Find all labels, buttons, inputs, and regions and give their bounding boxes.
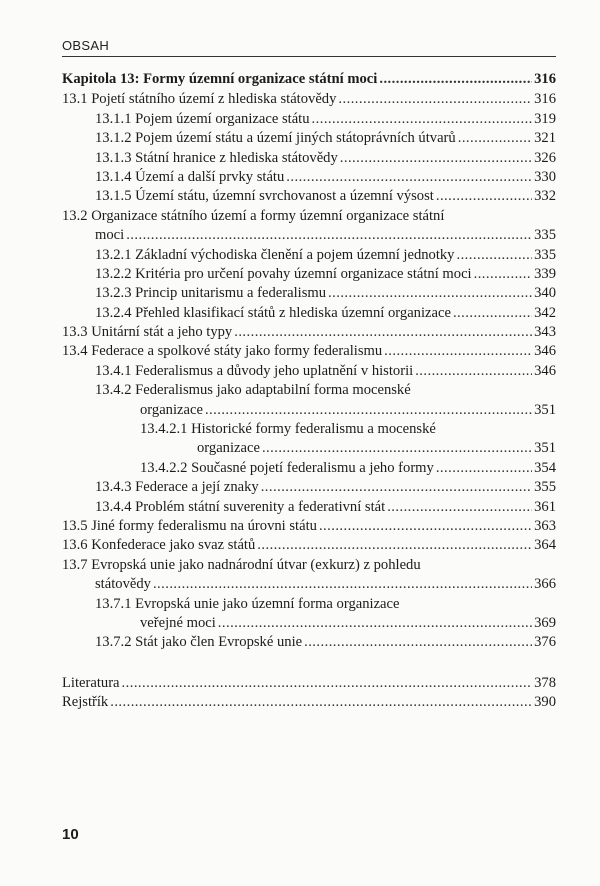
toc-entry-title: 13.4.4 Problém státní suverenity a federativní stát <box>95 498 386 515</box>
toc-entry-page: 321 <box>534 130 556 147</box>
leader-dots <box>319 517 532 536</box>
leader-dots <box>218 614 532 633</box>
toc-entry-literatura <box>62 674 556 693</box>
toc-entry-title: 13.1.4 Území a další prvky státu <box>95 168 285 185</box>
toc-entry-13-2-2 <box>62 265 556 284</box>
toc-entry-page: 335 <box>534 246 556 263</box>
toc-entry-page: 319 <box>534 110 556 127</box>
leader-dots <box>205 401 532 420</box>
leader-dots <box>262 439 532 458</box>
toc-entry-title: 13.6 Konfederace jako svaz států <box>62 537 256 554</box>
toc-entry-13-4-2-line2 <box>62 401 556 420</box>
toc-entry-page: 340 <box>534 285 556 302</box>
leader-dots <box>328 284 532 303</box>
toc-entry-page: 326 <box>534 149 556 166</box>
leader-dots <box>474 265 533 284</box>
table-of-contents <box>62 70 556 713</box>
toc-entry-page: 332 <box>534 188 556 205</box>
toc-entry-title: 13.2.3 Princip unitarismu a federalismu <box>95 285 327 302</box>
leader-dots <box>304 633 532 652</box>
toc-entry-13-4-4 <box>62 498 556 517</box>
toc-entry-page: 342 <box>534 304 556 321</box>
header-rule <box>62 56 556 57</box>
toc-entry-title: 13.1.3 Státní hranice z hlediska státovědy <box>95 149 338 166</box>
toc-entry-title: 13.4.2.2 Současné pojetí federalismu a jeho formy <box>140 459 434 476</box>
leader-dots <box>234 323 532 342</box>
toc-entry-title: 13.7.2 Stát jako člen Evropské unie <box>95 634 303 651</box>
toc-entry-13-4-1 <box>62 362 556 381</box>
running-header: OBSAH <box>62 38 110 53</box>
toc-entry-title: 13.4.2 Federalismus jako adaptabilní forma mocenské <box>95 382 411 399</box>
leader-dots <box>453 304 532 323</box>
toc-entry-page: 366 <box>534 576 556 593</box>
toc-entry-13-7-line1 <box>62 556 556 575</box>
toc-entry-13-4-2-1-line2 <box>62 439 556 458</box>
leader-dots <box>312 110 533 129</box>
toc-entry-page: 335 <box>534 227 556 244</box>
toc-entry-13-7-1-line1 <box>62 595 556 614</box>
toc-entry-13-1-5 <box>62 187 556 206</box>
toc-entry-title: 13.3 Unitární stát a jeho typy <box>62 324 233 341</box>
toc-entry-title-continued: organizace <box>197 440 260 457</box>
toc-entry-13-1-3 <box>62 149 556 168</box>
toc-entry-page: 378 <box>534 674 556 691</box>
toc-entry-title: 13.4 Federace a spolkové státy jako formy federalismu <box>62 343 383 360</box>
leader-dots <box>122 674 533 693</box>
leader-dots <box>261 478 532 497</box>
toc-entry-title: 13.7 Evropská unie jako nadnárodní útvar (exkurz) z pohledu <box>62 556 421 573</box>
toc-entry-13-4-2-line1 <box>62 381 556 400</box>
toc-entry-page: 316 <box>534 71 556 87</box>
toc-entry-13-1-4 <box>62 168 556 187</box>
toc-entry-13-4-2-2 <box>62 459 556 478</box>
toc-entry-13-1-2 <box>62 129 556 148</box>
toc-entry-page: 361 <box>534 498 556 515</box>
toc-entry-page: 343 <box>534 324 556 341</box>
toc-entry-page: 346 <box>534 362 556 379</box>
leader-dots <box>153 575 532 594</box>
leader-dots <box>379 70 532 89</box>
toc-entry-13-6 <box>62 536 556 555</box>
toc-entry-title: 13.4.3 Federace a její znaky <box>95 479 259 496</box>
toc-entry-title: 13.1.2 Pojem území státu a území jiných státoprávních útvarů <box>95 130 456 147</box>
toc-entry-title-continued: organizace <box>140 401 203 418</box>
toc-entry-13-1-1 <box>62 110 556 129</box>
leader-dots <box>338 90 532 109</box>
toc-entry-title: 13.7.1 Evropská unie jako územní forma organizace <box>95 595 400 612</box>
toc-entry-13-3 <box>62 323 556 342</box>
toc-entry-title-continued: veřejné moci <box>140 614 216 631</box>
toc-entry-page: 364 <box>534 537 556 554</box>
toc-entry-rejstrik <box>62 693 556 712</box>
toc-entry-title: Kapitola 13: Formy územní organizace státní moci <box>62 71 378 87</box>
toc-entry-page: 355 <box>534 479 556 496</box>
toc-entry-title: 13.5 Jiné formy federalismu na úrovni státu <box>62 517 317 534</box>
toc-entry-13-2-line1 <box>62 207 556 226</box>
toc-entry-page: 351 <box>534 401 556 418</box>
toc-entry-title: 13.2.1 Základní východiska členění a pojem územní jednotky <box>95 246 455 263</box>
toc-entry-13-2-line2 <box>62 226 556 245</box>
toc-entry-title-continued: státovědy <box>95 576 151 593</box>
toc-entry-13-7-2 <box>62 633 556 652</box>
toc-entry-13-4-3 <box>62 478 556 497</box>
toc-entry-page: 376 <box>534 634 556 651</box>
toc-entry-page: 363 <box>534 517 556 534</box>
toc-entry-title: Literatura <box>62 674 120 691</box>
toc-entry-title: 13.1.5 Území státu, územní svrchovanost a územní výsost <box>95 188 434 205</box>
toc-chapter-13 <box>62 70 556 89</box>
toc-entry-page: 316 <box>534 91 556 108</box>
toc-entry-page: 390 <box>534 694 556 711</box>
toc-entry-13-4 <box>62 342 556 361</box>
toc-entry-13-2-3 <box>62 284 556 303</box>
toc-entry-page: 346 <box>534 343 556 360</box>
leader-dots <box>436 459 532 478</box>
toc-entry-page: 330 <box>534 168 556 185</box>
leader-dots <box>458 129 532 148</box>
leader-dots <box>286 168 532 187</box>
leader-dots <box>415 362 532 381</box>
leader-dots <box>436 187 532 206</box>
toc-entry-title: 13.2 Organizace státního území a formy územní organizace státní <box>62 207 445 224</box>
leader-dots <box>384 342 532 361</box>
leader-dots <box>456 246 532 265</box>
leader-dots <box>340 149 532 168</box>
toc-entry-13-2-1 <box>62 246 556 265</box>
toc-entry-13-7-1-line2 <box>62 614 556 633</box>
toc-entry-page: 369 <box>534 614 556 631</box>
toc-entry-title-continued: moci <box>95 227 125 244</box>
toc-entry-title: 13.4.1 Federalismus a důvody jeho uplatnění v historii <box>95 362 414 379</box>
toc-entry-title: Rejstřík <box>62 694 109 711</box>
toc-entry-13-5 <box>62 517 556 536</box>
section-spacer <box>62 653 556 674</box>
toc-entry-page: 351 <box>534 440 556 457</box>
leader-dots <box>387 498 532 517</box>
toc-entry-title: 13.4.2.1 Historické formy federalismu a mocenské <box>140 421 436 438</box>
toc-entry-title: 13.1 Pojetí státního území z hlediska státovědy <box>62 91 337 108</box>
toc-entry-page: 339 <box>534 265 556 282</box>
toc-entry-title: 13.2.2 Kritéria pro určení povahy územní organizace státní moci <box>95 265 472 282</box>
toc-entry-13-1 <box>62 90 556 109</box>
leader-dots <box>257 536 532 555</box>
page-number: 10 <box>62 826 79 843</box>
toc-entry-13-4-2-1-line1 <box>62 420 556 439</box>
toc-entry-page: 354 <box>534 459 556 476</box>
toc-entry-13-7-line2 <box>62 575 556 594</box>
toc-entry-title: 13.2.4 Přehled klasifikací států z hlediska územní organizace <box>95 304 451 321</box>
leader-dots <box>126 226 532 245</box>
toc-entry-13-2-4 <box>62 304 556 323</box>
leader-dots <box>110 693 532 712</box>
toc-entry-title: 13.1.1 Pojem území organizace státu <box>95 110 310 127</box>
